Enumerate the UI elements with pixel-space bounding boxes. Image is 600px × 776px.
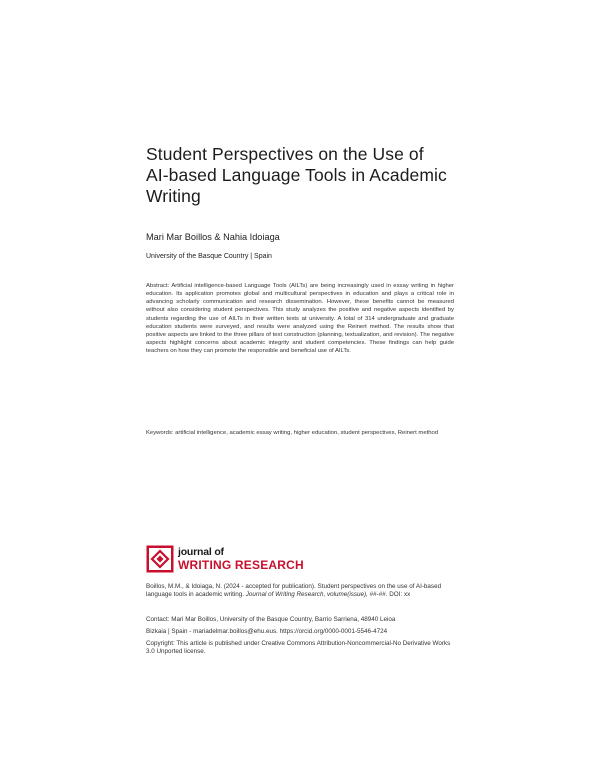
logo-text-name: WRITING RESEARCH (178, 558, 304, 572)
contact-line: Contact: Mari Mar Boillos, University of the Basque Country, Barrio Sarriena, 48940 Leioa (146, 616, 396, 623)
paper-title (146, 144, 466, 207)
citation-journal: Journal of Writing Research, volume(issue), (245, 591, 368, 599)
affiliation: University of the Basque Country | Spain (146, 253, 272, 260)
contact-info (146, 614, 458, 637)
license-notice: Copyright: This article is published under Creative Commons Attribution-Noncommercial-No Derivative Works 3.0 Unported license. (146, 640, 451, 656)
journal-logo-icon (146, 545, 174, 573)
citation (146, 583, 458, 600)
logo-text-journal: journal of (178, 546, 224, 558)
title-line: Writing (146, 186, 201, 206)
citation-text: Boillos, M.M., & Idoiaga, N. (2024 - accepted for publication). Student perspectives on the use of AI-based language tools in academic writing. (146, 583, 442, 599)
title-line: AI-based Language Tools in Academic (146, 165, 447, 185)
contact-line: Bizkaia | Spain - mariadelmar.boillos@ehu.eus. https://orcid.org/0000-0001-5546-4724 (146, 627, 388, 635)
abstract: Abstract: Artificial intelligence-based Language Tools (AILTs) are being increasingly used in essay writing in higher education. Its application promotes global and multicultural perspectives in education and plays a critical role in advancing scholarly communication and research dissemination. However, these benefits cannot be measured without also considering student perspectives. This study analyzes the positive and negative aspects identified by students regarding the use of AILTs in their written texts at university. A total of 314 undergraduate and graduate education students were surveyed, and results were analyzed using the Reinert method. The results show that positive aspects are linked to the three pillars of text construction (planning, textualization, and revision). The negative aspects highlight concerns about academic integrity and student competencies. These findings can help guide teachers on how they can promote the responsible and beneficial use of AILTs. (146, 283, 454, 355)
citation-pages-doi: ##-##. DOI: xx (367, 591, 411, 599)
title-line: Student Perspectives on the Use of (146, 144, 424, 164)
journal-logo (146, 545, 316, 575)
keywords: Keywords: artificial intelligence, academic essay writing, higher education, student perspectives, Reinert method (146, 430, 439, 436)
authors: Mari Mar Boillos & Nahia Idoiaga (146, 232, 280, 242)
